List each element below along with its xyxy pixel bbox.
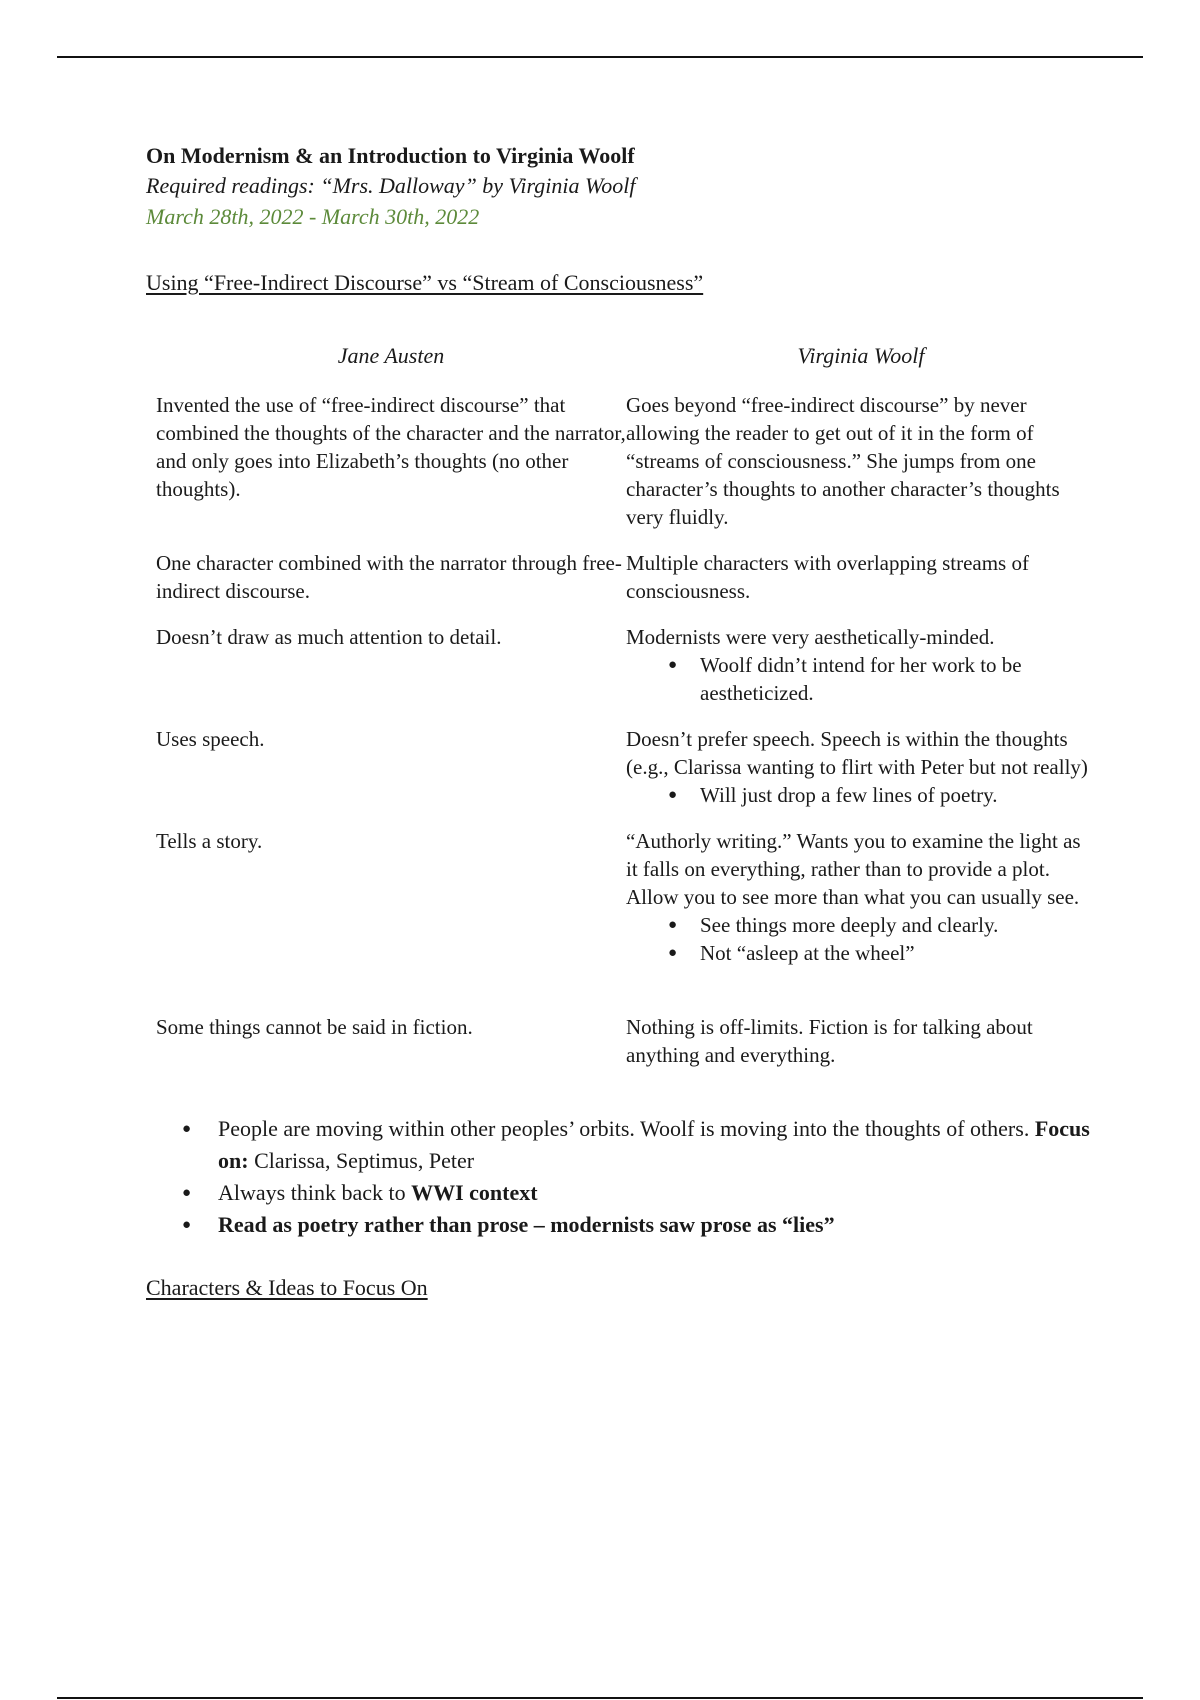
list-item: ● See things more deeply and clearly.: [700, 911, 1096, 939]
list-item: ● Not “asleep at the wheel”: [700, 939, 1096, 967]
notes-list: [146, 1113, 1106, 1241]
table-row: [156, 549, 1096, 623]
austen-cell: Uses speech.: [156, 727, 265, 751]
woolf-cell: Modernists were very aesthetically-minded.: [626, 625, 995, 649]
woolf-cell: Goes beyond “free-indirect discourse” by never allowing the reader to get out of it in the form of “streams of consciousness.” She jumps from one character’s thoughts to another character’s thoughts very fluidly.: [626, 393, 1060, 529]
woolf-cell: Multiple characters with overlapping streams of consciousness.: [626, 551, 1029, 603]
column-header-austen: Jane Austen: [337, 343, 445, 368]
austen-cell: Some things cannot be said in fiction.: [156, 1015, 473, 1039]
document-body: [146, 140, 1106, 1301]
table-row: [156, 827, 1096, 1013]
woolf-bullet-list: [626, 911, 1096, 967]
list-item: [218, 1177, 1106, 1209]
austen-cell: Tells a story.: [156, 829, 263, 853]
woolf-bullet-list: [626, 781, 1096, 809]
document-title: On Modernism & an Introduction to Virginia Woolf: [146, 143, 635, 168]
table-row: [156, 725, 1096, 827]
date-range: March 28th, 2022 - March 30th, 2022: [146, 204, 480, 229]
list-item: ● Woolf didn’t intend for her work to be aestheticized.: [700, 651, 1096, 707]
table-row: [156, 623, 1096, 725]
note-emphasis: WWI context: [411, 1180, 538, 1205]
woolf-cell: “Authorly writing.” Wants you to examine the light as it falls on everything, rather than to provide a plot. Allow you to see more than what you can usually see.: [626, 829, 1081, 909]
table-row: [156, 391, 1096, 549]
austen-cell: One character combined with the narrator through free-indirect discourse.: [156, 551, 622, 603]
table-row: [156, 1013, 1096, 1069]
austen-cell: Doesn’t draw as much attention to detail.: [156, 625, 502, 649]
comparison-table: [156, 341, 1096, 1069]
required-readings: Required readings: “Mrs. Dalloway” by Virginia Woolf: [146, 173, 636, 198]
note-emphasis: Read as poetry rather than prose – modernists saw prose as “lies”: [218, 1212, 835, 1237]
note-emphasis: Focus on:: [218, 1116, 1090, 1173]
note-text: Always think back to: [218, 1180, 406, 1205]
woolf-cell: Nothing is off-limits. Fiction is for talking about anything and everything.: [626, 1015, 1033, 1067]
austen-cell: Invented the use of “free-indirect discourse” that combined the thoughts of the character and the narrator, and only goes into Elizabeth’s thoughts (no other thoughts).: [156, 393, 626, 501]
list-item: [218, 1209, 1106, 1241]
section-heading-discourse: Using “Free-Indirect Discourse” vs “Stream of Consciousness”: [146, 270, 704, 295]
note-text: Clarissa, Septimus, Peter: [254, 1148, 475, 1173]
list-item: [218, 1113, 1106, 1177]
column-header-woolf: Virginia Woolf: [797, 343, 925, 368]
woolf-bullet-list: [626, 651, 1096, 707]
woolf-cell: Doesn’t prefer speech. Speech is within the thoughts (e.g., Clarissa wanting to flirt with Peter but not really): [626, 727, 1088, 779]
bottom-rule: [57, 1697, 1143, 1699]
top-rule: [57, 56, 1143, 58]
note-text: People are moving within other peoples’ orbits. Woolf is moving into the thoughts of others.: [218, 1116, 1030, 1141]
section-heading-characters: Characters & Ideas to Focus On: [146, 1275, 428, 1300]
list-item: ● Will just drop a few lines of poetry.: [700, 781, 1096, 809]
